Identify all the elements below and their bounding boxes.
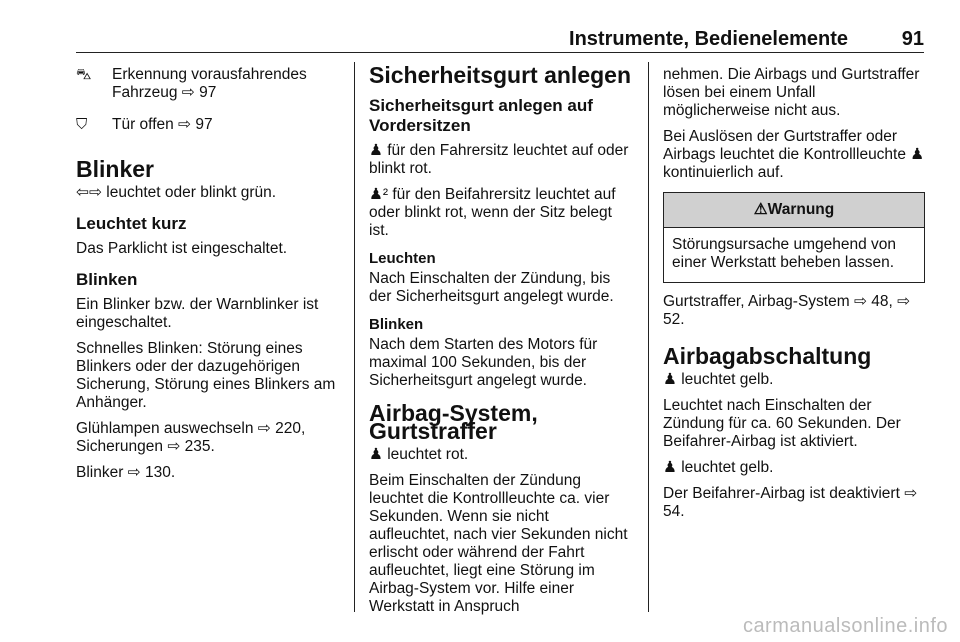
- column-divider-2: [648, 62, 649, 612]
- paragraph: Bei Auslösen der Gurtstraffer oder Airbags leuchtet die Kontrollleuchte ♟ kontinuierlich auf.: [663, 128, 925, 181]
- subheading: Blinken: [76, 270, 138, 289]
- paragraph: Nach dem Starten des Motors für maximal 100 Sekunden, bis der Sicherheitsgurt angelegt wurde.: [369, 336, 598, 389]
- warning-title: ⚠Warnung: [664, 193, 924, 228]
- list-item: [76, 66, 338, 102]
- paragraph: Blinker ⇨ 130.: [76, 464, 176, 481]
- watermark: carmanualsonline.info: [742, 615, 948, 637]
- paragraph: nehmen. Die Airbags und Gurtstraffer lösen bei einem Unfall möglicherweise nicht aus.: [663, 66, 920, 119]
- paragraph: ♟ leuchtet rot.: [369, 446, 469, 463]
- list-item: [76, 116, 338, 134]
- section-heading: Airbagabschaltung: [663, 343, 872, 369]
- column-divider-1: [354, 62, 355, 612]
- warning-box: [663, 192, 925, 283]
- column-1: [76, 66, 338, 490]
- list-item-text: Erkennung vorausfahrendes Fahrzeug ⇨ 97: [112, 66, 307, 101]
- paragraph: ♟ für den Fahrersitz leuchtet auf oder blinkt rot.: [369, 142, 629, 177]
- column-3: [663, 66, 925, 529]
- paragraph: Das Parklicht ist eingeschaltet.: [76, 240, 288, 257]
- paragraph: Leuchtet nach Einschalten der Zündung für ca. 60 Sekunden. Der Beifahrer-Airbag ist aktiviert.: [663, 397, 901, 450]
- section-heading: Airbag-System, Gurtstraffer: [369, 400, 538, 444]
- car-front-icon: ⛍: [76, 66, 92, 83]
- paragraph: ⇦⇨ leuchtet oder blinkt grün.: [76, 184, 277, 201]
- paragraph: ♟² für den Beifahrersitz leuchtet auf oder blinkt rot, wenn der Sitz belegt ist.: [369, 186, 616, 239]
- subheading: Sicherheitsgurt anlegen auf Vordersitzen: [369, 96, 593, 135]
- subheading: Blinken: [369, 316, 424, 333]
- paragraph: ♟ leuchtet gelb.: [663, 371, 774, 388]
- list-item-text: Tür offen ⇨ 97: [112, 116, 213, 133]
- subheading: Leuchtet kurz: [76, 214, 187, 233]
- header-rule: [76, 52, 924, 53]
- paragraph: ♟ leuchtet gelb.: [663, 459, 774, 476]
- paragraph: Ein Blinker bzw. der Warnblinker ist eingeschaltet.: [76, 296, 319, 331]
- warning-text: Störungsursache umgehend von einer Werkstatt beheben lassen.: [672, 236, 897, 271]
- section-heading: Blinker: [76, 156, 154, 182]
- paragraph: Nach Einschalten der Zündung, bis der Sicherheitsgurt angelegt wurde.: [369, 270, 614, 305]
- page-number: 91: [901, 28, 924, 50]
- paragraph: Gurtstraffer, Airbag-System ⇨ 48, ⇨ 52.: [663, 293, 911, 328]
- subheading: Leuchten: [369, 250, 436, 267]
- door-open-icon: ⛉: [76, 116, 88, 133]
- paragraph: Beim Einschalten der Zündung leuchtet die Kontrollleuchte ca. vier Sekunden. Wenn sie nicht aufleuchtet, nach vier Sekunden nicht erlischt oder während der Fahrt aufleuchtet, liegt eine Störung im Airbag-System vor. Hilfe einer Werkstatt in Anspruch: [369, 472, 628, 615]
- paragraph: Der Beifahrer-Airbag ist deaktiviert ⇨ 54.: [663, 485, 918, 520]
- column-2: [369, 62, 632, 624]
- section-heading: Sicherheitsgurt anlegen: [369, 62, 632, 88]
- paragraph: Schnelles Blinken: Störung eines Blinkers oder der dazugehörigen Sicherung, Störung eines Blinkers am Anhänger.: [76, 340, 336, 411]
- paragraph: Glühlampen auswechseln ⇨ 220, Sicherungen ⇨ 235.: [76, 420, 306, 455]
- header-title: Instrumente, Bedienelemente: [569, 28, 848, 50]
